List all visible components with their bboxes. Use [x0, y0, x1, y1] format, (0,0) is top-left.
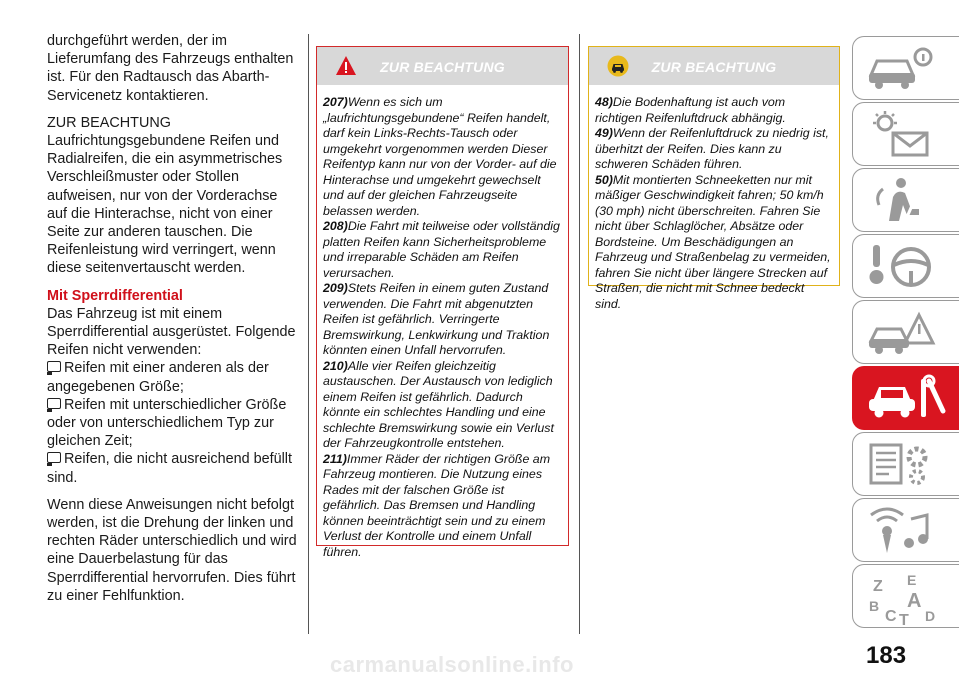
technical-data-icon	[867, 439, 937, 489]
tab-multimedia[interactable]	[852, 498, 959, 562]
car-service-icon	[867, 373, 947, 423]
car-info-icon	[867, 43, 937, 93]
watermark: carmanualsonline.info	[330, 652, 574, 677]
tab-emergency[interactable]	[852, 300, 959, 364]
bullet-icon	[47, 361, 61, 372]
warning-box-header	[317, 47, 568, 85]
multimedia-icon	[867, 505, 937, 555]
index-letter: E	[907, 572, 917, 588]
key-steering-icon	[867, 241, 937, 291]
index-letter: T	[899, 612, 909, 627]
warning-lights-icon	[867, 109, 937, 159]
warning-entry: 211)Immer Räder der richtigen Größe am Fahrzeug montieren. Die Nutzung eines Rades mit der falschen Größe ist gefährlich. Das Bremsen und Handling können beeinträchtigt sein und zu einem Verlust der Kontrolle und einem Unfall führen.	[323, 451, 551, 559]
index-letter: A	[907, 590, 922, 612]
page-number: 183	[866, 642, 907, 669]
index-letter: Z	[873, 578, 883, 595]
caution-box-body	[589, 85, 839, 320]
caution-entry: 49)Wenn der Reifenluftdruck zu niedrig ist, überhitzt der Reifen. Dies kann zu schweren Schäden führen.	[595, 126, 829, 171]
warning-entry: 208)Die Fahrt mit teilweise oder vollständig platten Reifen kann Sicherheitsprobleme und irreparable Schäden am Reifen verursachen.	[323, 219, 560, 280]
tab-index[interactable]	[852, 564, 959, 628]
caution-paragraph: Laufrichtungsgebundene Reifen und Radialreifen, die ein asymmetrisches Verschleißmuster oder Stollen aufweisen, nur von der Vorderachse auf die Hinterachse, nicht von einer Seite zur anderen tauschen. Die Reifenleistung wird verringert, wenn diese seitenvertauscht werden.	[47, 133, 283, 277]
closing-paragraph: Wenn diese Anweisungen nicht befolgt werden, ist die Drehung der linken und rechten Räder unterschiedlich und wird eine Dauerbelastung für das Sperrdifferential hervorrufen. Dies führt zu einer Fehlfunktion.	[47, 496, 297, 604]
bullet-item: Reifen mit einer anderen als der angegebenen Größe;	[47, 360, 269, 395]
bullet-item: Reifen, die nicht ausreichend befüllt sind.	[47, 451, 292, 486]
warning-box-body	[317, 85, 568, 568]
left-column	[47, 32, 297, 614]
tab-key-steering[interactable]	[852, 234, 959, 298]
column-divider	[308, 34, 309, 634]
warning-entry: 210)Alle vier Reifen gleichzeitig austauschen. Der Austausch von lediglich einem Reifen ist gefährlich. Dadurch könnte ein schlechtes Handling und eine schlechte Bremswirkung sowie ein Verlust der Fahrzeugkontrolle entstehen.	[323, 358, 554, 450]
caution-entry: 50)Mit montierten Schneeketten nur mit mäßiger Geschwindigkeit fahren; 50 km/h (30 mph) nicht überschreiten. Fahren Sie nicht über Schlaglöcher, Absätze oder Bordsteine. Um Beschädigungen an Fahrzeug und Straßenbelag zu vermeiden, fahren Sie nicht über längere Strecken auf Straßen, die nicht mit Schnee bedeckt sind.	[595, 172, 831, 311]
section-title: Mit Sperrdifferential	[47, 287, 183, 304]
caution-box-title: ZUR BEACHTUNG	[651, 59, 777, 75]
caution-entry: 48)Die Bodenhaftung ist auch vom richtigen Reifenluftdruck abhängig.	[595, 95, 786, 125]
tab-car-info[interactable]	[852, 36, 959, 100]
airbag-seat-icon	[867, 175, 937, 225]
emergency-car-icon	[867, 307, 937, 357]
caution-heading: ZUR BEACHTUNG	[47, 114, 171, 131]
index-letter: B	[869, 598, 880, 614]
bullet-icon	[47, 398, 61, 409]
column-divider	[579, 34, 580, 634]
tab-airbag-seat[interactable]	[852, 168, 959, 232]
intro-paragraph: durchgeführt werden, der im Lieferumfang des Fahrzeugs enthalten ist. Für den Radtausch das Abarth-Servicenetz kontaktieren.	[47, 33, 294, 104]
section-intro: Das Fahrzeug ist mit einem Sperrdifferential ausgerüstet. Folgende Reifen nicht verwenden:	[47, 305, 296, 359]
bullet-item: Reifen mit unterschiedlicher Größe oder von unterschiedlichem Typ zur gleichen Zeit;	[47, 396, 287, 450]
tab-car-service[interactable]	[852, 366, 959, 430]
index-letter: C	[885, 608, 897, 625]
warning-box	[316, 46, 569, 559]
caution-box	[588, 46, 840, 311]
warning-entry: 209)Stets Reifen in einem guten Zustand verwenden. Die Fahrt mit abgenutzten Reifen ist gefährlich. Verringerte Bremswirkung, Lenkwirkung und Traktion könnten einen Unfall hervorrufen.	[323, 281, 550, 357]
warning-entry: 207)Wenn es sich um „laufrichtungsgebundene“ Reifen handelt, darf kein Links-Rechts-Tausch oder umgekehrt vorgenommen werden Dieser Reifentyp kann nur von der Vorder- auf die Hinterachse und umgekehrt gewechselt und auf der gleichen Fahrzeugseite belassen werden.	[323, 95, 557, 218]
tab-technical-data[interactable]	[852, 432, 959, 496]
index-letter: D	[925, 608, 936, 624]
bullet-icon	[47, 452, 61, 463]
warning-box-title: ZUR BEACHTUNG	[380, 59, 505, 75]
index-letters-icon	[867, 571, 947, 627]
caution-box-header	[589, 47, 839, 85]
tab-warning-lights[interactable]	[852, 102, 959, 166]
